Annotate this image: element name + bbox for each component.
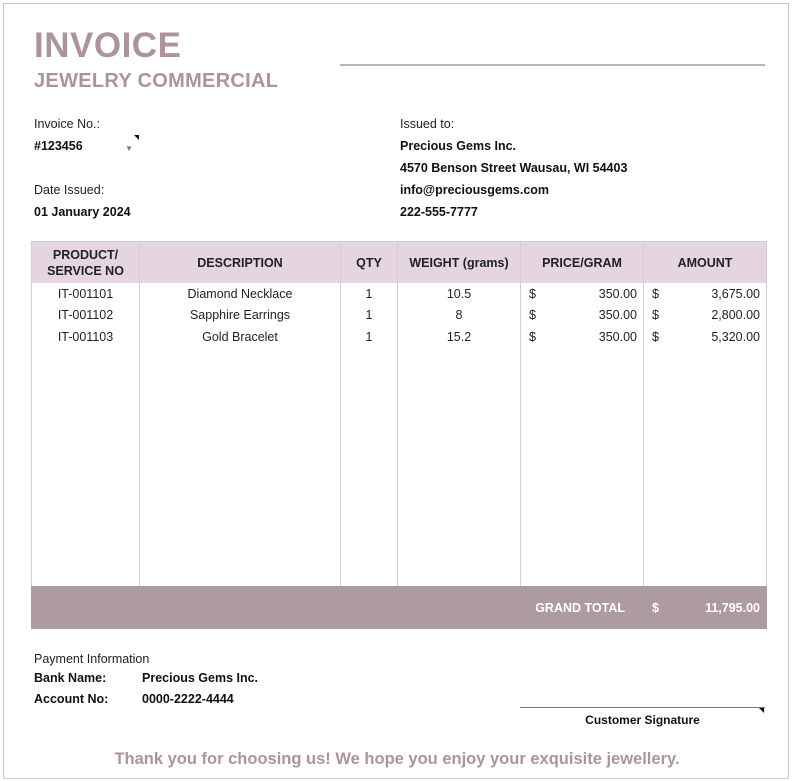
cell-description: Gold Bracelet <box>140 326 341 348</box>
signature-line <box>520 707 765 708</box>
cell-amount <box>644 305 767 327</box>
column-header-description: DESCRIPTION <box>140 242 341 284</box>
invoice-title: INVOICE <box>34 26 182 65</box>
product-header-line1: PRODUCT/ <box>52 247 119 262</box>
column-header-price: PRICE/GRAM <box>521 242 644 284</box>
client-email: info@preciousgems.com <box>400 183 550 197</box>
invoice-number-field[interactable]: #123456 <box>34 139 83 153</box>
cell-price <box>521 326 644 348</box>
amount-value: 2,800.00 <box>711 308 760 323</box>
cell-price <box>521 305 644 327</box>
cell-qty: 1 <box>341 305 398 327</box>
client-phone: 222-555-7777 <box>400 205 478 219</box>
table-row <box>32 283 767 305</box>
grand-total-row <box>32 586 767 629</box>
column-header-weight: WEIGHT (grams) <box>398 242 521 284</box>
cell-product: IT-001101 <box>32 283 140 305</box>
currency-symbol: $ <box>652 286 659 301</box>
cell-price <box>521 283 644 305</box>
price-value: 350.00 <box>598 286 637 301</box>
thank-you-message: Thank you for choosing us! We hope you enjoy your exquisite jewellery. <box>114 750 680 768</box>
cell-qty: 1 <box>341 283 398 305</box>
bank-name-label: Bank Name: <box>34 671 107 685</box>
currency-symbol: $ <box>652 308 659 323</box>
table-row <box>32 305 767 327</box>
cell-amount <box>644 283 767 305</box>
cell-description: Diamond Necklace <box>140 283 341 305</box>
amount-value: 5,320.00 <box>711 329 760 344</box>
invoice-subtitle: JEWELRY COMMERCIAL <box>34 70 279 92</box>
grand-total-label: GRAND TOTAL <box>32 586 644 629</box>
issued-to-label: Issued to: <box>400 117 455 131</box>
invoice-page <box>3 3 789 779</box>
header-divider <box>340 64 765 66</box>
cell-amount <box>644 326 767 348</box>
amount-value: 3,675.00 <box>711 286 760 301</box>
cell-description: Sapphire Earrings <box>140 305 341 327</box>
table-header-row <box>32 242 767 284</box>
product-header-line2: SERVICE NO <box>47 263 124 278</box>
currency-symbol: $ <box>652 600 659 615</box>
currency-symbol: $ <box>652 329 659 344</box>
customer-signature-label: Customer Signature <box>585 713 700 727</box>
date-issued-value: 01 January 2024 <box>34 205 131 219</box>
cell-weight: 8 <box>398 305 521 327</box>
client-address: 4570 Benson Street Wausau, WI 54403 <box>400 161 628 175</box>
cell-product: IT-001103 <box>32 326 140 348</box>
payment-info-heading: Payment Information <box>34 652 150 666</box>
column-header-product <box>32 242 140 284</box>
grand-total-value: 11,795.00 <box>705 600 760 615</box>
cell-product: IT-001102 <box>32 305 140 327</box>
account-no-value: 0000-2222-4444 <box>142 692 234 706</box>
chevron-down-icon[interactable]: ▼ <box>125 144 133 153</box>
invoice-number-label: Invoice No.: <box>34 117 101 131</box>
cell-weight: 10.5 <box>398 283 521 305</box>
account-no-label: Account No: <box>34 692 109 706</box>
column-header-amount: AMOUNT <box>644 242 767 284</box>
price-value: 350.00 <box>598 329 637 344</box>
price-value: 350.00 <box>598 308 637 323</box>
table-row <box>32 326 767 348</box>
date-issued-label: Date Issued: <box>34 183 105 197</box>
bank-name-value: Precious Gems Inc. <box>142 671 259 685</box>
items-table <box>31 241 767 629</box>
cell-weight: 15.2 <box>398 326 521 348</box>
cell-qty: 1 <box>341 326 398 348</box>
currency-symbol: $ <box>529 329 536 344</box>
column-header-qty: QTY <box>341 242 398 284</box>
cell-note-icon <box>134 135 139 140</box>
grand-total-cell <box>644 586 767 629</box>
currency-symbol: $ <box>529 308 536 323</box>
currency-symbol: $ <box>529 286 536 301</box>
empty-rows-area <box>32 348 767 587</box>
client-name: Precious Gems Inc. <box>400 139 517 153</box>
